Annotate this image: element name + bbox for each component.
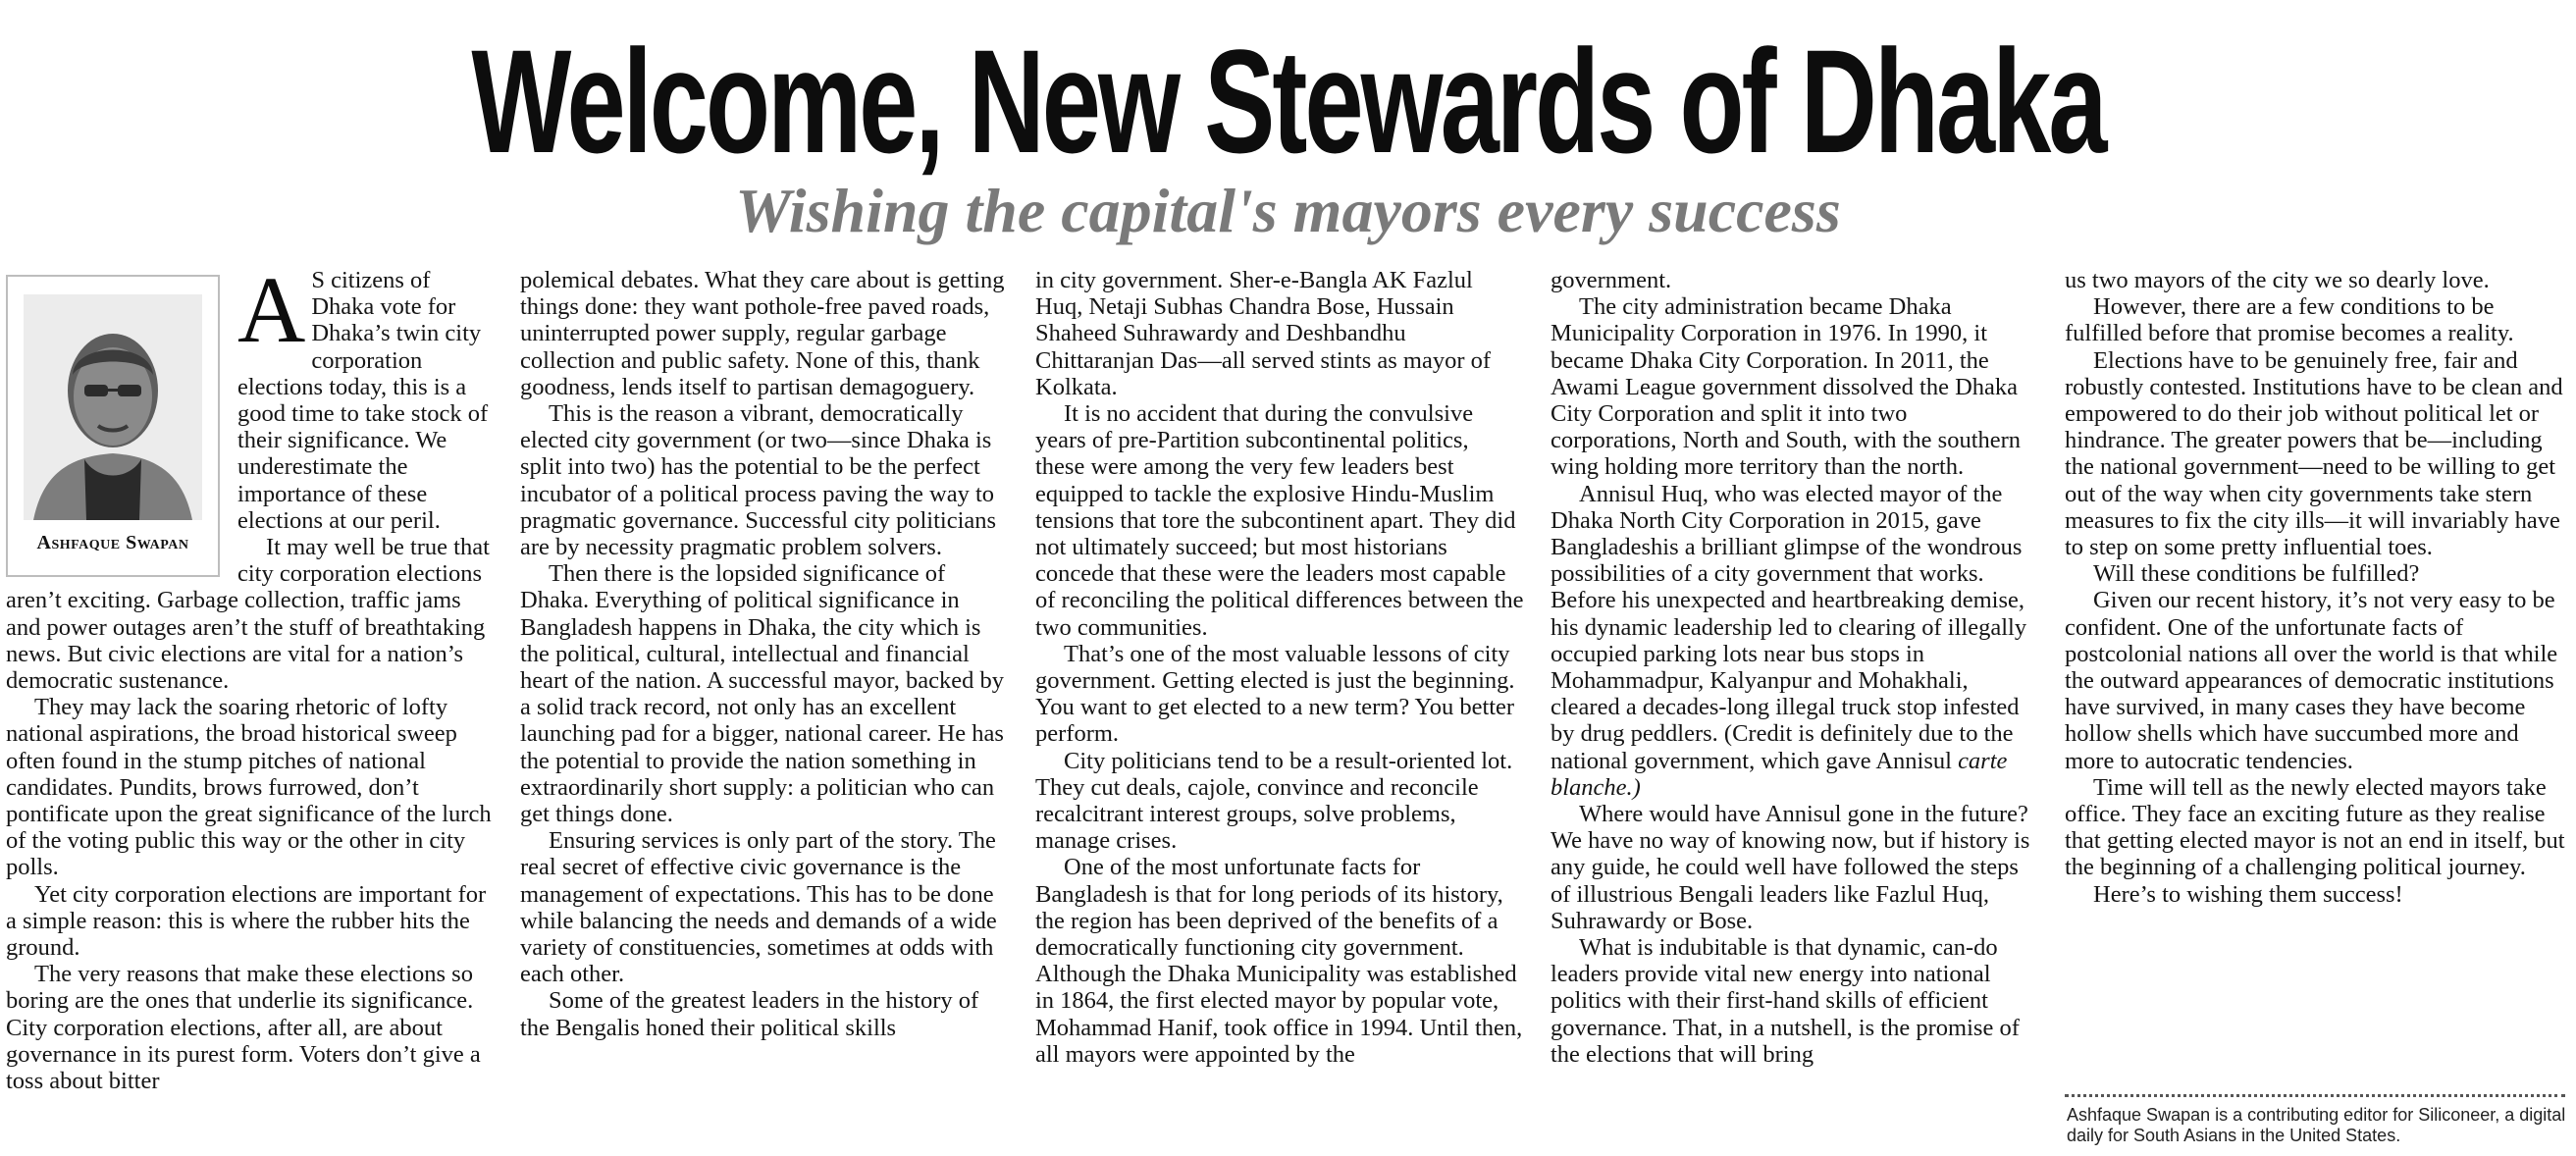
paragraph-21: Given our recent history, it’s not very easy to be confident. One of the unfortunate facts of postcolonial nations all over the world is that while the outward appearances of democratic institutions have survived, in many cases they have become hollow shells which have succumbed more and more to autocratic tendencies. [2065,587,2558,774]
paragraph-9b: in city government. Sher-e-Bangla AK Fazlul Huq, Netaji Subhas Chandra Bose, Hussain Shaheed Suhrawardy and Deshbandhu Chittaranjan Das—all served stints as mayor of Kolkata. [1035,267,1492,400]
footnote-divider [2065,1094,2565,1097]
paragraph-13b: government. [1551,267,1672,293]
paragraph-1-text: S citizens of Dhaka vote for Dhaka’s twin city corporation elections today, this is a good time to take stock of their significance. We underestimate the importance of these elections at our peril. [237,267,489,534]
paragraph-15-italic: carte blanche.) [1551,747,2008,801]
paragraph-17b: us two mayors of the city we so dearly love. [2065,267,2490,293]
paragraph-16: Where would have Annisul gone in the future? We have no way of knowing now, but if history is any guide, he could well have followed the steps of illustrious Bengali leaders like Fazlul Huq, Suhrawardy or Bose. [1551,801,2030,934]
paragraph-6: This is the reason a vibrant, democratically elected city government (or two—since Dhaka is split into two) has the potential to be the perfect incubator of a political process paving the way to pragmatic governance. Successful city politicians are by necessity pragmatic problem solvers. [520,400,997,561]
paragraph-5a: The very reasons that make these elections so boring are the ones that underlie its significance. City corporation elections, after all, are about governance in its purest form. Voters don’t give a toss about bitter [6,961,481,1095]
article-column-5 [2065,267,2565,1089]
paragraph-8: Ensuring services is only part of the story. The real secret of effective civic governance is the management of expectations. This has to be done while balancing the needs and demands of a wide variety of constituencies, sometimes at odds with each other. [520,827,997,988]
paragraph-18: However, there are a few conditions to be fulfilled before that promise becomes a reality. [2065,293,2514,347]
author-byline: Ashfaque Swapan [36,532,189,553]
paragraph-13a: One of the most unfortunate facts for Bangladesh is that for long periods of its history, the region has been deprived of the benefits of a democratically functioning city government. Although the Dhaka Municipality was established in 1864, the first elected mayor by popular vote, Mohammad Hanif, took office in 1994. Until then, all mayors were appointed by the [1035,854,1523,1068]
article-column-1 [6,267,496,1156]
paragraph-4: Yet city corporation elections are important for a simple reason: this is where the rubber hits the ground. [6,880,487,962]
paragraph-22: Time will tell as the newly elected mayors take office. They face an exciting future as they realise that getting elected mayor is not an end in itself, but the beginning of a challenging political journey. [2065,773,2565,881]
paragraph-20: Will these conditions be fulfilled? [2093,560,2420,588]
dropcap-letter: A [237,267,306,362]
paragraph-7: Then there is the lopsided significance of Dhaka. Everything of political significance in Bangladesh happens in Dhaka, the city which is the political, cultural, intellectual and financial heart of the nation. A successful mayor, backed by a solid track record, not only has an excellent launching pad for a bigger, national career. He has the potential to provide the nation something in extraordinarily short supply: a politician who can get things done. [520,560,1004,828]
portrait-illustration [24,294,202,520]
paragraph-15-text: Annisul Huq, who was elected mayor of the Dhaka North City Corporation in 2015, gave Bangladeshis a brilliant glimpse of the wondrous possibilities of a city government that works. Before his unexpected and heartbreaking demise, his dynamic leadership led to clearing of illegally occupied parking lots near bus stops in Mohammadpur, Kalyanpur and Mohakhali, cleared a decades-long illegal truck stop infested by drug peddlers. (Credit is definitely due to the national government, which gave Annisul [1551,480,2027,774]
paragraph-2: It may well be true that city corporation elections aren’t exciting. Garbage collection, traffic jams and power outages aren’t the stuff of breathtaking news. But civic elections are vital for a nation’s democratic sustenance. [6,534,490,695]
paragraph-17a: What is indubitable is that dynamic, can-do leaders provide vital new energy into national politics with their first-hand skills of efficient governance. That, in a nutshell, is the promise of the elections that will bring [1551,934,2020,1068]
paragraph-14: The city administration became Dhaka Municipality Corporation in 1976. In 1990, it became Dhaka City Corporation. In 2011, the Awami League government dissolved the Dhaka City Corporation and split it into two corporations, North and South, with the southern wing holding more territory than the north. [1551,293,2022,481]
article-column-3 [1035,267,1524,1156]
paragraph-19: Elections have to be genuinely free, fair and robustly contested. Institutions have to be clean and empowered to do their job without political let or hindrance. The greater powers that be—including the national government—need to be willing to get out of the way when city governments take stern measures to fix the city ills—it will invariably have to step on some pretty influential toes. [2065,346,2563,561]
subheadline: Wishing the capital's mayors every success [735,176,1841,245]
article-column-2 [520,267,1009,1156]
paragraph-12: City politicians tend to be a result-oriented lot. They cut deals, cajole, convince and reconcile recalcitrant interest groups, solve problems, manage crises. [1035,747,1513,855]
paragraph-3: They may lack the soaring rhetoric of lofty national aspirations, the broad historical sweep often found in the stump pitches of national candidates. Pundits, brows furrowed, don’t pontificate upon the great significance of the lurch of the voting public this way or the other in city polls. [6,694,492,881]
author-portrait-photo [24,294,202,520]
paragraph-10: It is no accident that during the convulsive years of pre-Partition subcontinental politics, these were among the very few leaders best equipped to tackle the explosive Hindu-Muslim tensions that tore the subcontinent apart. They did not ultimately succeed; but most historians concede that these were the leaders most capable of reconciling the political differences between the two communities. [1035,400,1524,641]
paragraph-9a: Some of the greatest leaders in the history of the Bengalis honed their political skills [520,987,979,1041]
paragraph-11: That’s one of the most valuable lessons of city government. Getting elected is just the beginning. You want to get elected to a new term? You better perform. [1035,640,1515,748]
paragraph-15 [1551,481,2039,801]
paragraph-5b: polemical debates. What they care about is getting things done: they want pothole-free paved roads, uninterrupted power supply, regular garbage collection and public safety. None of this, thank goodness, lends itself to partisan demagoguery. [520,267,1005,400]
author-footnote: Ashfaque Swapan is a contributing editor for Siliconeer, a digital daily for South Asians in the United States. [2067,1105,2566,1145]
headline: Welcome, New Stewards of Dhaka [471,19,2105,184]
paragraph-23: Here’s to wishing them success! [2093,880,2403,908]
author-photo-box [6,275,220,577]
article-column-4 [1551,267,2039,1156]
